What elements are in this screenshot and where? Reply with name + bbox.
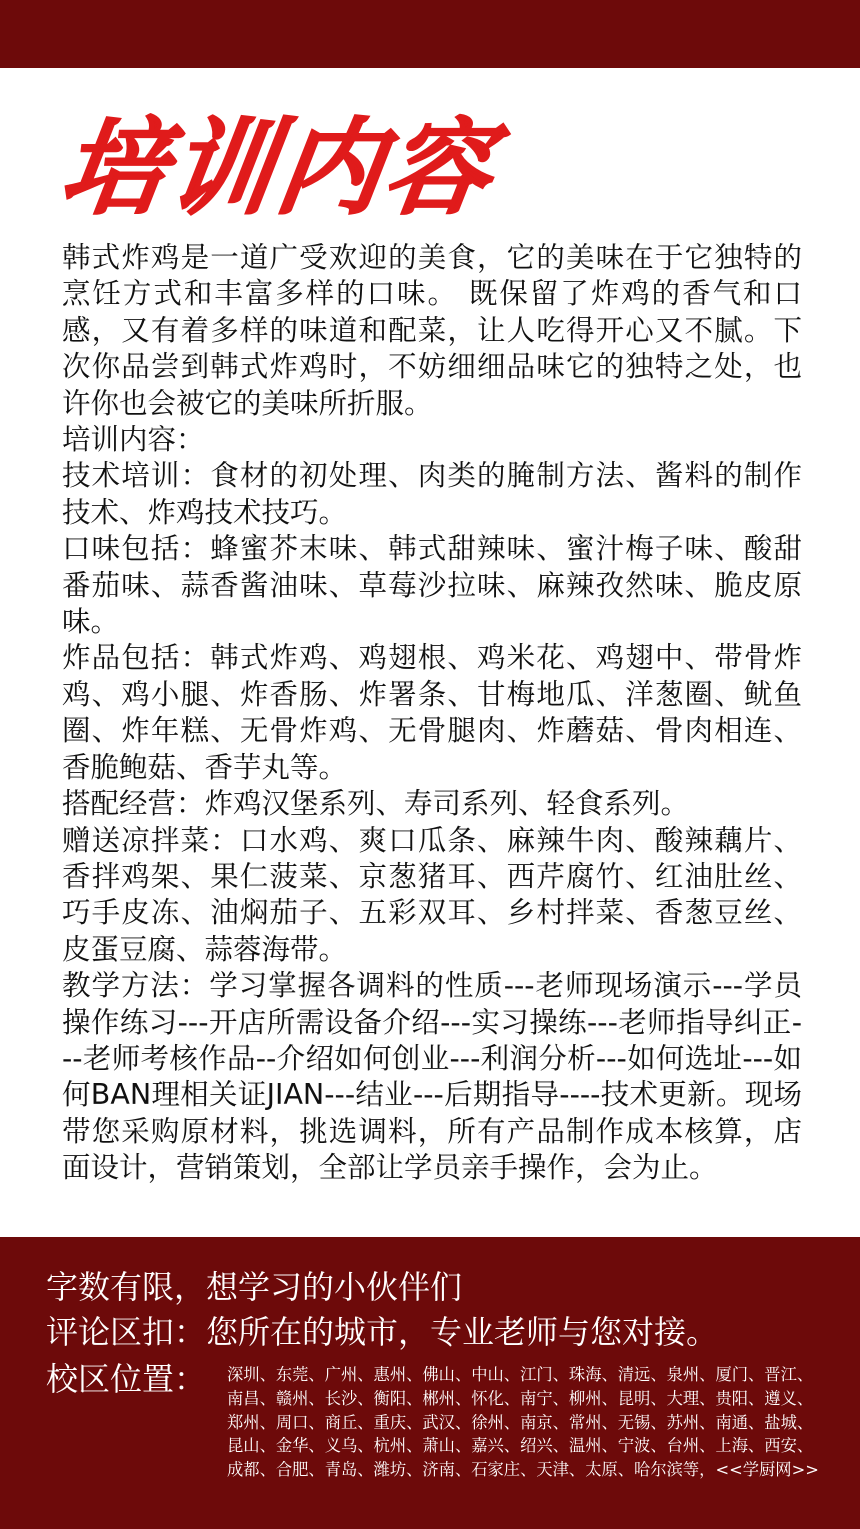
- footer-line-2: 评论区扣：您所在的城市，专业老师与您对接。: [46, 1313, 719, 1351]
- teaching-method-item: 教学方法：学习掌握各调料的性质---老师现场演示---学员操作练习---开店所需设备介绍---实习操练---老师指导纠正---老师考核作品--介绍如何创业---利润分析---如何选址---如何BAN理相关证JIAN---结业---后期指导----技术更新。现场带您采购原材料，挑选调料，所有产品制作成本核算，店面设计，营销策划，全部让学员亲手操作，会为止。: [62, 969, 802, 1185]
- page-title: 培训内容: [53, 107, 503, 229]
- training-content: [62, 240, 802, 1187]
- campus-list: 深圳、东莞、广州、惠州、佛山、中山、江门、珠海、清远、泉州、厦门、晋江、南昌、赣州、长沙、衡阳、郴州、怀化、南宁、柳州、昆明、大理、贵阳、遵义、郑州、周口、商丘、重庆、武汉、徐州、南京、常州、无锡、苏州、南通、盐城、昆山、金华、义乌、杭州、萧山、嘉兴、绍兴、温州、宁波、台州、上海、西安、成都、合肥、青岛、潍坊、济南、石家庄、天津、太原、哈尔滨等，<<学厨网>>: [227, 1365, 819, 1480]
- flavors-item: 口味包括：蜂蜜芥末味、韩式甜辣味、蜜汁梅子味、酸甜番茄味、蒜香酱油味、草莓沙拉味、麻辣孜然味、脆皮原味。: [62, 532, 802, 639]
- fried-products-item: 炸品包括：韩式炸鸡、鸡翅根、鸡米花、鸡翅中、带骨炸鸡、鸡小腿、炸香肠、炸署条、甘梅地瓜、洋葱圈、鱿鱼圈、炸年糕、无骨炸鸡、无骨腿肉、炸蘑菇、骨肉相连、香脆鲍菇、香芋丸等。: [62, 641, 802, 784]
- training-heading: 培训内容：: [62, 423, 205, 457]
- footer-line-1: 字数有限，想学习的小伙伴们: [46, 1268, 463, 1306]
- campus-label: 校区位置：: [46, 1360, 207, 1398]
- technical-training-item: 技术培训：食材的初处理、肉类的腌制方法、酱料的制作技术、炸鸡技术技巧。: [62, 459, 802, 529]
- business-pairing-item: 搭配经营：炸鸡汉堡系列、寿司系列、轻食系列。: [62, 787, 690, 821]
- intro-paragraph: 韩式炸鸡是一道广受欢迎的美食，它的美味在于它独特的烹饪方式和丰富多样的口味。 既保留了炸鸡的香气和口感，又有着多样的味道和配菜，让人吃得开心又不腻。下次你品尝到韩式炸鸡时，不妨细细品味它的独特之处，也许你也会被它的美味所折服。: [62, 241, 802, 420]
- top-banner: [0, 0, 860, 68]
- cold-dishes-item: 赠送凉拌菜：口水鸡、爽口瓜条、麻辣牛肉、酸辣藕片、香拌鸡架、果仁菠菜、京葱猪耳、西芹腐竹、红油肚丝、巧手皮冻、油焖茄子、五彩双耳、乡村拌菜、香葱豆丝、皮蛋豆腐、蒜蓉海带。: [62, 823, 802, 966]
